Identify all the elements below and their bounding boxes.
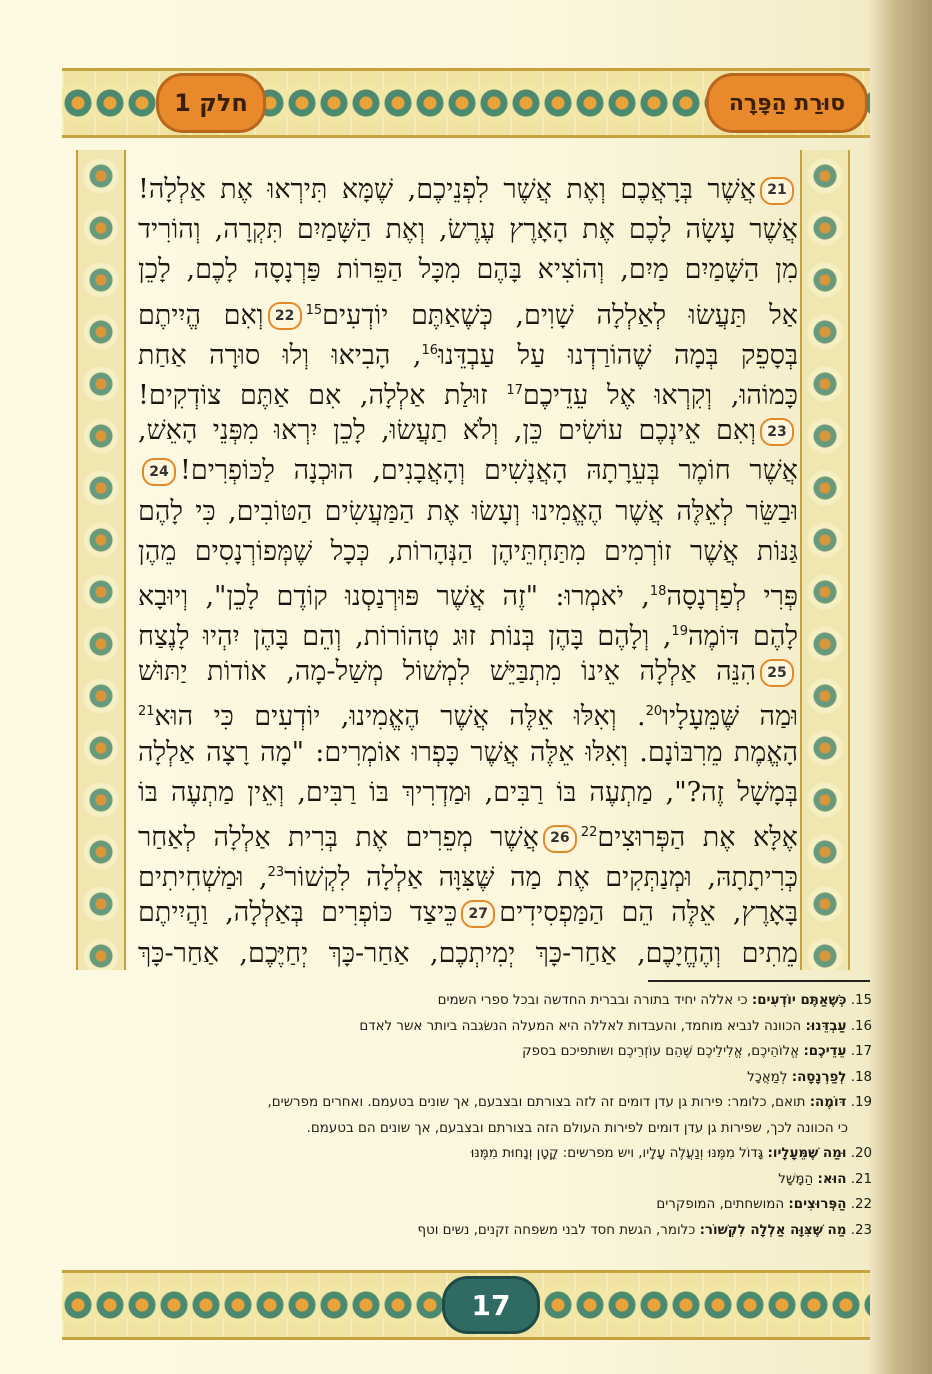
footnote-ref: 16 [421,342,439,358]
text-line [138,652,798,692]
footnote-number: 23. [850,1222,872,1238]
text-line [138,612,798,652]
text-segment: . וְאִלּוּ אֵלֶּה אֲשֶׁר הֶאֱמִינוּ, יוֹדְעִים כִּי הוּא [154,701,646,733]
footnote-ref: 17 [506,382,523,398]
text-line [138,733,798,773]
verse-number: 23 [760,418,794,446]
footnote-term: לְפַרְנָסָה: [791,1069,847,1085]
text-segment: אֲשֶׁר חוֹמֶר בְּעֵרָתָהּ הָאֲנָשִׁים וְהָאֲבָנִים, הוּכְנָה לַכּוֹפְרִים! [180,455,798,487]
text-segment: כָּמוֹהוּ, וְקִרְאוּ אֶל עֵדֵיכֶם [522,379,798,411]
book-title: סוּרַת הַפָּרָה [728,90,846,116]
footnote-text: כי הכוונה לכך, שפירות גן עדן דומים לפירות העולם הזה בצורתם ובצבעם, אך שונים הם בטעמם. [306,1120,848,1136]
footnote-ref: 20 [645,704,663,720]
text-line [138,773,798,813]
text-segment: וּבַשֵּׂר לְאֵלֶּה אֲשֶׁר הֶאֱמִינוּ וְעָשׂוּ אֶת הַמַּעֲשִׂים הַטּוֹבִים, כִּי לָהֶם [138,495,798,527]
footnote-number: 21. [850,1171,872,1187]
footnote-ref: 19 [671,624,688,640]
footnote-number: 15. [850,993,872,1008]
part-label: חלק 1 [174,89,248,117]
footnote-term: הוּא: [817,1171,847,1187]
text-segment: מֵתִים וְהֶחֱיָכֶם, אַחַר-כָּךְ יְמִיתְכֶם, אַחַר-כָּךְ יְחַיֶּכֶם, אַחַר-כָּךְ [138,937,798,969]
text-segment: , יֹאמְרוּ: "זֶה אֲשֶׁר פּוּרְנַסְנוּ קוֹדֶם לָכֵן", וְיוּבָא [138,580,650,612]
footnote-ref: 18 [649,583,667,599]
page-number-badge [442,1276,540,1334]
footnote-text: כי אללה יחיד בתורה ובברית החדשה ובכל ספרי השמים [437,993,748,1008]
footnote-number: 19. [850,1095,872,1110]
text-line [138,371,798,411]
footnote-term: הַפְּרוּצִים: [788,1197,847,1212]
verse-number: 24 [142,458,176,486]
footnotes [130,988,872,1243]
text-segment: לָהֶם דּוֹמֶה [687,621,798,653]
footnote-text: הכוונה לנביא מוחמד, והעבדות לאללה היא המעלה הנשׂגבה ביותר אשר לאדם [359,1018,802,1034]
footnote-number: 16. [850,1018,872,1034]
verse-number: 26 [543,825,577,853]
text-segment: בָּאָרֶץ, אֵלֶּה הֵם הַמַּפְסִידִים [499,897,798,929]
footnote [130,1167,872,1193]
verse-number: 27 [461,900,495,928]
main-text [138,170,798,974]
footnote-text: תואם, כלומר: פירות גן עדן דומים זה לזה בצורתם ובצבעם, אך שונים בטעמם. ואחרים מפרשים, [267,1095,806,1110]
text-line [138,572,798,612]
footnote-number: 18. [850,1069,872,1085]
text-segment: אַל תַּעֲשׂוּ לְאַלְלָה שָׁוִים, כְּשֶׁאַתֶּם יוֹדְעִים [322,299,798,331]
text-line [138,210,798,250]
part-badge [156,73,266,133]
footnote-number: 17. [850,1044,872,1059]
verse-number: 25 [760,659,794,687]
page-number: 17 [471,1288,511,1322]
footnote-text: הַמָּשָׁל [778,1171,814,1187]
footnote [130,1065,872,1091]
text-segment: אֲשֶׁר בְּרָאֲכֶם וְאֶת אֲשֶׁר לִפְנֵיכֶם, שֶׁמָּא תִּירְאוּ אֶת אַלְלָה! [138,174,756,205]
footnote-term: כְּשֶׁאַתֶּם יוֹדְעִים: [751,993,847,1008]
text-segment: גַּנּוֹת אֲשֶׁר זוֹרְמִים מִתַּחְתֵּיהֶן הַנְּהָרוֹת, כְּכָל שֶׁמְּפוֹרְנָסִים מֵהֶן [138,535,798,567]
footnote-text: כלומר, הגשת חסד לבני משפחה זקנים, נשים וטף [417,1222,696,1238]
footnote-text: המושחתים, המופקרים [656,1197,785,1212]
text-segment: כֵּיצַד כּוֹפְרִים בְּאַלְלָה, וַהֲיִיתֶם [138,897,458,929]
right-ornament-border [800,150,850,970]
footnote-term: עַבְדֵּנוּ: [805,1018,847,1034]
text-segment: בְּסָפֵק בְּמָה שֶׁהוֹרַדְנוּ עַל עַבְדֵּנוּ [438,339,798,371]
text-segment: הָאֱמֶת מֵרִבּוֹנָם. וְאִלּוּ אֵלֶּה אֲשֶׁר כָּפְרוּ אוֹמְרִים: "מָה רָצָה אַלְלָה [138,736,798,768]
text-line [138,813,798,853]
footnote [130,1141,872,1167]
text-segment: פְּרִי לְפַרְנָסָה [666,580,798,612]
footnote [130,1192,872,1218]
text-segment: , וּמַשְׁחִיתִים [138,862,268,894]
footnote-term: וּמַה שֶּׁמֵּעָלָיו: [767,1146,847,1161]
text-line [138,692,798,732]
footnote-text: גָּדוֹל מִמֶּנּוּ וְנַעֲלֶה עָלָיו, ויש מפרשים: קָטָן וְנָחוּת מִמֶּנּוּ [470,1146,764,1161]
footnote [130,1039,872,1065]
footnote-text: אֱלוֹהֵיכֶם, אֱלִילֵיכֶם שֶׁהֵם עוֹזְרֵיכֶם ושותפיכם בספק [522,1044,800,1059]
text-line [138,532,798,572]
text-segment: וּמַה שֶּׁמֵּעָלָיו [662,701,798,733]
verse-number: 21 [760,177,794,205]
text-segment: אֲשֶׁר מְפֵרִים אֶת בְּרִית אַלְלָה לְאַחַר [138,822,539,853]
text-line [138,853,798,893]
footnote-separator [648,980,870,982]
footnote-ref: 23 [267,865,285,881]
text-segment: וְאִם הֱיִיתֶם [138,299,264,331]
footnote-term: מַה שֶּׁצִּוָּה אַלְלָה לִקְשׁוֹר: [699,1222,847,1238]
text-segment: , הָבִיאוּ וְלוּ סוּרָה אַחַת [138,339,422,371]
text-line [138,893,798,933]
text-line [138,291,798,331]
footnote-number: 20. [850,1146,872,1161]
footnote-term: עֵדֵיכֶם: [803,1044,847,1059]
footnote [130,1218,872,1244]
footnote-number: 22. [850,1197,872,1212]
footnote-term: דּוֹמֶה: [809,1095,847,1110]
text-segment: הִנֵּה אַלְלָה אֵינוֹ מִתְבַּיֵּשׁ לִמְשׁוֹל מְשַׁל-מָה, אוֹדוֹת יַתּוּשׁ [138,656,756,688]
footnote-text: לְמַאֲכָל [747,1069,788,1085]
text-segment: כְּרִיתָתָהּ, וּמְנַתְּקִים אֶת מַה שֶּׁצִּוָּה אַלְלָה לִקְשׁוֹר [284,862,798,894]
text-segment: , וְלָהֶם בָּהֶן בְּנוֹת זוּג טְהוֹרוֹת, וְהֵם בָּהֶן יִהְיוּ לָנֶצַח [138,621,672,653]
text-line [138,934,798,974]
text-line [138,250,798,290]
text-line [138,451,798,491]
text-segment: בְּמָשָׁל זֶה?", מַתְעֶה בּוֹ רַבִּים, וּמַדְרִיךְ בּוֹ רַבִּים, וְאֵין מַתְעֶה בּוֹ [138,776,798,808]
footnote [130,988,872,1014]
text-line [138,492,798,532]
footnote-ref: 21 [138,704,155,720]
footnote-ref: 15 [305,302,323,318]
left-ornament-border [76,150,126,970]
text-segment: מִן הַשָּׁמַיִם מַיִם, וְהוֹצִיא בָּהֶם מִכָּל הַפֵּרוֹת פַּרְנָסָה לָכֶם, לָכֵן [138,254,798,286]
footnote-ref: 22 [580,825,598,840]
text-line [138,331,798,371]
text-segment: אֲשֶׁר עָשָׂה לָכֶם אֶת הָאָרֶץ עֶרֶשׂ, וְאֶת הַשָּׁמַיִם תִּקְרָה, וְהוֹרִיד [138,214,798,246]
text-line [138,170,798,210]
footnote [130,1116,872,1142]
text-segment: אֶלָּא אֶת הַפְּרוּצִים [597,822,798,853]
text-segment: זוּלַת אַלְלָה, אִם אַתֶּם צוֹדְקִים! [138,379,507,411]
footnote [130,1014,872,1040]
text-segment: וְאִם אֵינְכֶם עוֹשִׂים כֵּן, וְלֹא תַעֲשׂוּ, לָכֵן יִרְאוּ מִפְּנֵי הָאֵשׁ, [138,415,756,447]
text-line [138,411,798,451]
book-title-badge [706,73,868,133]
footnote [130,1090,872,1116]
verse-number: 22 [268,302,302,330]
